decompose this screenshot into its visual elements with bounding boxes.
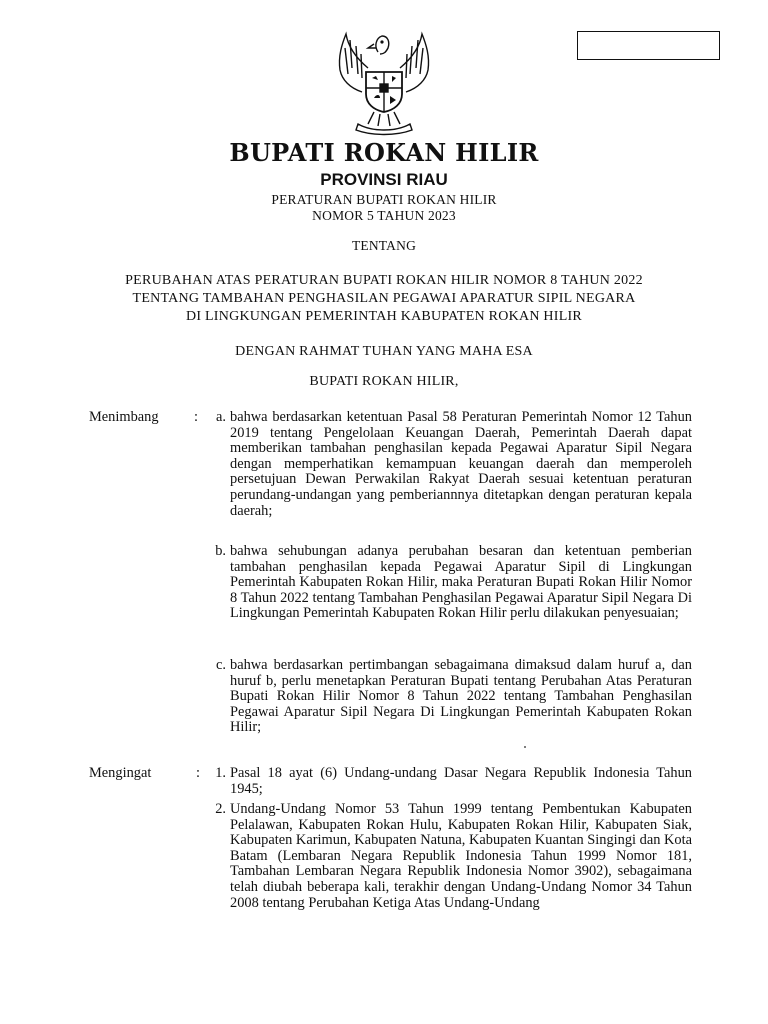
about-heading: TENTANG: [351, 238, 417, 253]
mengingat-colon: :: [196, 765, 200, 781]
menimbang-item-c: bahwa berdasarkan pertimbangan sebagaimana dimaksud dalam huruf a, dan huruf b, perlu menetapkan Peraturan Bupati tentang Perubahan Atas Peraturan Bupati Rokan Hilir Nomor 8 Tahun 2022 tentang Tambahan Penghasilan Pegawai Aparatur Sipil Negara Di Lingkungan Pemerintah Kabupaten Rokan Hilir;: [230, 657, 692, 736]
item-marker: a.: [216, 409, 226, 425]
item-marker: 2.: [215, 801, 226, 817]
item-marker: b.: [215, 543, 226, 559]
official-line: BUPATI ROKAN HILIR,: [309, 374, 459, 389]
garuda-emblem-icon: [328, 28, 440, 136]
stray-mark: [524, 746, 526, 748]
item-marker: c.: [216, 657, 226, 673]
regulation-number: NOMOR 5 TAHUN 2023: [312, 208, 456, 223]
mengingat-item-1: Pasal 18 ayat (6) Undang-undang Dasar Negara Republik Indonesia Tahun 1945;: [230, 765, 692, 797]
subject-line-2: TENTANG TAMBAHAN PENGHASILAN PEGAWAI APARATUR SIPIL NEGARA: [132, 291, 636, 306]
menimbang-item-b: bahwa sehubungan adanya perubahan besaran dan ketentuan pemberian tambahan penghasilan kepada Pegawai Aparatur Sipil di Lingkungan Pemerintah Kabupaten Rokan Hilir, maka Peraturan Bupati Rokan Hilir Nomor 8 Tahun 2022 tentang Tambahan Penghasilan Pegawai Aparatur Sipil Negara Di Lingkungan Pemerintah Kabupaten Rokan Hilir perlu dilakukan penyesuaian;: [230, 543, 692, 622]
item-marker: 1.: [215, 765, 226, 781]
subject-line-1: PERUBAHAN ATAS PERATURAN BUPATI ROKAN HILIR NOMOR 8 TAHUN 2022: [125, 273, 643, 288]
number-box: [577, 31, 720, 60]
mengingat-label: Mengingat: [89, 765, 152, 781]
menimbang-item-a: bahwa berdasarkan ketentuan Pasal 58 Peraturan Pemerintah Nomor 12 Tahun 2019 tentang Pengelolaan Keuangan Daerah, Pemerintah Daerah dapat memberikan tambahan penghasilan kepada Pegawai Aparatur Sipil Negara dengan memperhatikan kemampuan keuangan daerah dan memperoleh persetujuan Dewan Perwakilan Rakyat Daerah sesuai ketentuan peraturan perundang-undangan yang pemberiannnya ditetapkan dengan peraturan kepala daerah;: [230, 409, 692, 519]
province-name: PROVINSI RIAU: [320, 170, 448, 189]
subject-line-3: DI LINGKUNGAN PEMERINTAH KABUPATEN ROKAN HILIR: [185, 309, 582, 324]
menimbang-label: Menimbang: [89, 409, 159, 425]
mengingat-item-2: Undang-Undang Nomor 53 Tahun 1999 tentang Pembentukan Kabupaten Pelalawan, Kabupaten Rokan Hulu, Kabupaten Rokan Hilir, Kabupaten Siak, Kabupaten Karimun, Kabupaten Natuna, Kabupaten Kuantan Singingi dan Kota Batam (Lembaran Negara Republik Indonesia Tahun 1999 Nomor 181, Tambahan Lembaran Negara Republik Indonesia Nomor 3902), sebagaimana telah diubah beberapa kali, terakhir dengan Undang-Undang Nomor 34 Tahun 2008 tentang Perubahan Ketiga Atas Undang-Undang: [230, 801, 692, 911]
regulation-title: PERATURAN BUPATI ROKAN HILIR: [271, 192, 497, 207]
menimbang-colon: :: [194, 409, 198, 425]
blessing-line: DENGAN RAHMAT TUHAN YANG MAHA ESA: [235, 344, 533, 359]
page-title: BUPATI ROKAN HILIR: [229, 138, 539, 167]
